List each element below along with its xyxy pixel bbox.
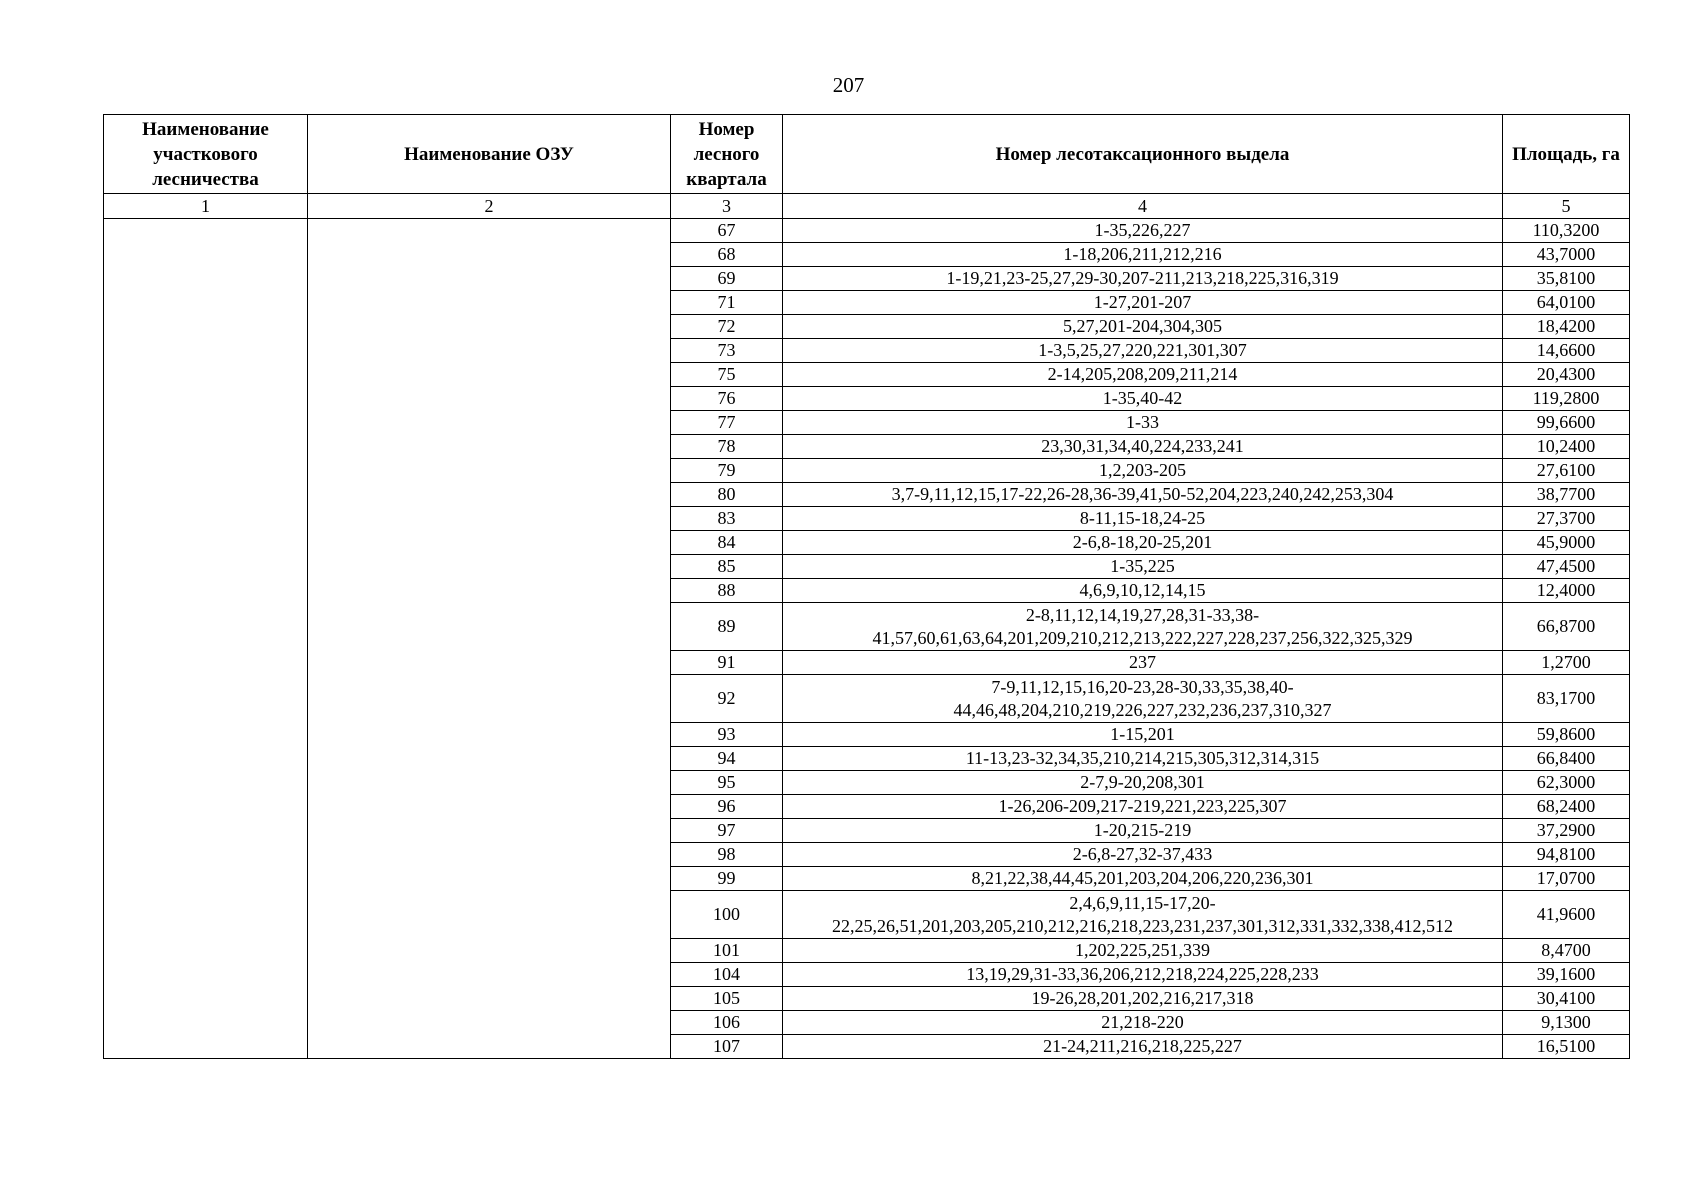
quarter-number-cell xyxy=(671,435,783,459)
quarter-number-cell xyxy=(671,843,783,867)
area-cell-text: 27,3700 xyxy=(1536,508,1596,528)
area-cell xyxy=(1503,531,1630,555)
area-cell xyxy=(1503,363,1630,387)
quarter-number-cell-text: 93 xyxy=(717,724,736,744)
area-cell xyxy=(1503,579,1630,603)
plot-numbers-cell-text: 1-35,225 xyxy=(1110,556,1175,576)
plot-numbers-cell xyxy=(783,747,1503,771)
plot-numbers-cell-text: 7-9,11,12,15,16,20-23,28-30,33,35,38,40- 44,46,48,204,210,219,226,227,232,236,237,310,327 xyxy=(953,676,1332,720)
quarter-number-cell xyxy=(671,555,783,579)
plot-numbers-cell xyxy=(783,219,1503,243)
quarter-number-cell-text: 85 xyxy=(717,556,736,576)
quarter-number-cell-text: 91 xyxy=(717,652,736,672)
area-cell-text: 119,2800 xyxy=(1532,388,1600,408)
plot-numbers-cell xyxy=(783,987,1503,1011)
area-cell-text: 17,0700 xyxy=(1536,868,1596,888)
plot-numbers-cell-text: 4,6,9,10,12,14,15 xyxy=(1079,580,1206,600)
plot-numbers-cell-text: 2-6,8-27,32-37,433 xyxy=(1072,844,1213,864)
plot-numbers-cell xyxy=(783,315,1503,339)
plot-numbers-cell xyxy=(783,411,1503,435)
plot-numbers-cell-text: 1-35,226,227 xyxy=(1094,220,1191,240)
plot-numbers-cell-text: 21,218-220 xyxy=(1101,1012,1184,1032)
quarter-number-cell-text: 98 xyxy=(717,844,736,864)
plot-numbers-cell-text: 23,30,31,34,40,224,233,241 xyxy=(1041,436,1244,456)
plot-numbers-cell-text: 19-26,28,201,202,216,217,318 xyxy=(1031,988,1254,1008)
quarter-number-cell-text: 84 xyxy=(717,532,736,552)
plot-numbers-cell xyxy=(783,1011,1503,1035)
quarter-number-cell-text: 75 xyxy=(717,364,736,384)
quarter-number-cell xyxy=(671,531,783,555)
plot-numbers-cell-text: 1-26,206-209,217-219,221,223,225,307 xyxy=(998,796,1287,816)
plot-numbers-cell-text: 8,21,22,38,44,45,201,203,204,206,220,236,301 xyxy=(971,868,1314,888)
ozu-name-cell xyxy=(308,219,671,1059)
plot-numbers-cell-text: 1-18,206,211,212,216 xyxy=(1063,244,1222,264)
plot-numbers-cell-text: 2-14,205,208,209,211,214 xyxy=(1047,364,1238,384)
quarter-number-cell-text: 101 xyxy=(713,940,740,960)
plot-numbers-cell xyxy=(783,243,1503,267)
area-cell-text: 68,2400 xyxy=(1536,796,1596,816)
plot-numbers-cell-text: 1-33 xyxy=(1126,412,1159,432)
quarter-number-cell-text: 92 xyxy=(717,688,736,708)
area-cell xyxy=(1503,891,1630,939)
plot-numbers-cell-text: 2-7,9-20,208,301 xyxy=(1080,772,1205,792)
plot-numbers-cell-text: 21-24,211,216,218,225,227 xyxy=(1043,1036,1242,1056)
quarter-number-cell-text: 99 xyxy=(717,868,736,888)
plot-numbers-cell xyxy=(783,603,1503,651)
area-cell-text: 64,0100 xyxy=(1536,292,1596,312)
quarter-number-cell-text: 68 xyxy=(717,244,736,264)
area-cell xyxy=(1503,387,1630,411)
quarter-number-cell xyxy=(671,339,783,363)
area-cell-text: 66,8700 xyxy=(1536,616,1596,636)
area-cell-text: 9,1300 xyxy=(1541,1012,1591,1032)
plot-numbers-cell xyxy=(783,531,1503,555)
header-forestry: Наименование участкового лесничества xyxy=(104,115,308,194)
quarter-number-cell-text: 79 xyxy=(717,460,736,480)
quarter-number-cell-text: 96 xyxy=(717,796,736,816)
quarter-number-cell xyxy=(671,459,783,483)
area-cell xyxy=(1503,315,1630,339)
plot-numbers-cell-text: 2-8,11,12,14,19,27,28,31-33,38- 41,57,60,61,63,64,201,209,210,212,213,222,227,228,237,256,322,325,329 xyxy=(872,604,1413,648)
area-cell-text: 12,4000 xyxy=(1536,580,1596,600)
area-cell xyxy=(1503,939,1630,963)
header-plots: Номер лесотаксационного выдела xyxy=(783,115,1503,194)
plot-numbers-cell xyxy=(783,867,1503,891)
area-cell-text: 1,2700 xyxy=(1541,652,1591,672)
header-area: Площадь, га xyxy=(1503,115,1630,194)
plot-numbers-cell xyxy=(783,795,1503,819)
area-cell xyxy=(1503,843,1630,867)
plot-numbers-cell-text: 1,202,225,251,339 xyxy=(1075,940,1210,960)
quarter-number-cell-text: 104 xyxy=(713,964,740,984)
quarter-number-cell xyxy=(671,795,783,819)
area-cell xyxy=(1503,1035,1630,1059)
table-row xyxy=(104,219,1630,243)
area-cell-text: 66,8400 xyxy=(1536,748,1596,768)
plot-numbers-cell xyxy=(783,579,1503,603)
quarter-number-cell-text: 69 xyxy=(717,268,736,288)
table-body xyxy=(104,219,1630,1059)
quarter-number-cell-text: 80 xyxy=(717,484,736,504)
area-cell xyxy=(1503,483,1630,507)
plot-numbers-cell xyxy=(783,651,1503,675)
quarter-number-cell-text: 94 xyxy=(717,748,736,768)
quarter-number-cell xyxy=(671,243,783,267)
area-cell xyxy=(1503,243,1630,267)
plot-numbers-cell-text: 237 xyxy=(1129,652,1156,672)
quarter-number-cell xyxy=(671,771,783,795)
area-cell xyxy=(1503,411,1630,435)
area-cell xyxy=(1503,987,1630,1011)
quarter-number-cell-text: 71 xyxy=(717,292,736,312)
plot-numbers-cell-text: 11-13,23-32,34,35,210,214,215,305,312,314,315 xyxy=(965,748,1320,768)
quarter-number-cell xyxy=(671,987,783,1011)
area-cell-text: 37,2900 xyxy=(1536,820,1596,840)
quarter-number-cell xyxy=(671,267,783,291)
column-number: 3 xyxy=(671,194,783,219)
plot-numbers-cell xyxy=(783,363,1503,387)
quarter-number-cell xyxy=(671,291,783,315)
plot-numbers-cell-text: 1,2,203-205 xyxy=(1099,460,1186,480)
quarter-number-cell-text: 76 xyxy=(717,388,736,408)
plot-numbers-cell xyxy=(783,1035,1503,1059)
area-cell-text: 39,1600 xyxy=(1536,964,1596,984)
area-cell xyxy=(1503,291,1630,315)
plot-numbers-cell xyxy=(783,819,1503,843)
area-cell-text: 10,2400 xyxy=(1536,436,1596,456)
quarter-number-cell xyxy=(671,747,783,771)
area-cell-text: 41,9600 xyxy=(1536,904,1596,924)
area-cell-text: 83,1700 xyxy=(1536,688,1596,708)
area-cell-text: 38,7700 xyxy=(1536,484,1596,504)
area-cell-text: 59,8600 xyxy=(1536,724,1596,744)
plot-numbers-cell-text: 3,7-9,11,12,15,17-22,26-28,36-39,41,50-52,204,223,240,242,253,304 xyxy=(891,484,1394,504)
area-cell xyxy=(1503,507,1630,531)
area-cell xyxy=(1503,651,1630,675)
plot-numbers-cell xyxy=(783,555,1503,579)
plot-numbers-cell xyxy=(783,387,1503,411)
quarter-number-cell-text: 107 xyxy=(713,1036,740,1056)
quarter-number-cell xyxy=(671,507,783,531)
area-cell-text: 45,9000 xyxy=(1536,532,1596,552)
area-cell-text: 18,4200 xyxy=(1536,316,1596,336)
plot-numbers-cell xyxy=(783,891,1503,939)
quarter-number-cell xyxy=(671,651,783,675)
quarter-number-cell-text: 73 xyxy=(717,340,736,360)
quarter-number-cell xyxy=(671,603,783,651)
plot-numbers-cell xyxy=(783,963,1503,987)
column-number: 4 xyxy=(783,194,1503,219)
area-cell-text: 94,8100 xyxy=(1536,844,1596,864)
area-cell xyxy=(1503,963,1630,987)
plot-numbers-cell xyxy=(783,291,1503,315)
area-cell xyxy=(1503,1011,1630,1035)
plot-numbers-cell xyxy=(783,267,1503,291)
plot-numbers-cell xyxy=(783,507,1503,531)
area-cell xyxy=(1503,219,1630,243)
area-cell xyxy=(1503,555,1630,579)
area-cell xyxy=(1503,867,1630,891)
quarter-number-cell xyxy=(671,891,783,939)
plot-numbers-cell-text: 13,19,29,31-33,36,206,212,218,224,225,228,233 xyxy=(966,964,1319,984)
area-cell-text: 16,5100 xyxy=(1536,1036,1596,1056)
column-number: 5 xyxy=(1503,194,1630,219)
quarter-number-cell-text: 100 xyxy=(713,904,740,924)
area-cell-text: 8,4700 xyxy=(1541,940,1591,960)
quarter-number-cell xyxy=(671,819,783,843)
quarter-number-cell xyxy=(671,363,783,387)
header-quarter: Номер лесного квартала xyxy=(671,115,783,194)
quarter-number-cell-text: 97 xyxy=(717,820,736,840)
area-cell-text: 110,3200 xyxy=(1532,220,1600,240)
column-number-row xyxy=(104,194,1630,219)
quarter-number-cell xyxy=(671,483,783,507)
quarter-number-cell-text: 88 xyxy=(717,580,736,600)
area-cell xyxy=(1503,435,1630,459)
plot-numbers-cell xyxy=(783,435,1503,459)
quarter-number-cell xyxy=(671,675,783,723)
plot-numbers-cell xyxy=(783,939,1503,963)
quarter-number-cell-text: 106 xyxy=(713,1012,740,1032)
plot-numbers-cell-text: 1-19,21,23-25,27,29-30,207-211,213,218,225,316,319 xyxy=(946,268,1339,288)
plot-numbers-cell-text: 1-35,40-42 xyxy=(1102,388,1183,408)
quarter-number-cell-text: 105 xyxy=(713,988,740,1008)
quarter-number-cell xyxy=(671,1011,783,1035)
area-cell-text: 35,8100 xyxy=(1536,268,1596,288)
area-cell-text: 20,4300 xyxy=(1536,364,1596,384)
quarter-number-cell xyxy=(671,579,783,603)
area-cell-text: 43,7000 xyxy=(1536,244,1596,264)
forest-plots-table xyxy=(103,114,1630,1059)
quarter-number-cell xyxy=(671,723,783,747)
plot-numbers-cell-text: 1-15,201 xyxy=(1110,724,1175,744)
area-cell xyxy=(1503,459,1630,483)
quarter-number-cell-text: 78 xyxy=(717,436,736,456)
plot-numbers-cell xyxy=(783,459,1503,483)
quarter-number-cell xyxy=(671,219,783,243)
area-cell xyxy=(1503,747,1630,771)
header-ozu: Наименование ОЗУ xyxy=(308,115,671,194)
area-cell xyxy=(1503,795,1630,819)
quarter-number-cell xyxy=(671,867,783,891)
quarter-number-cell-text: 72 xyxy=(717,316,736,336)
quarter-number-cell xyxy=(671,1035,783,1059)
plot-numbers-cell-text: 5,27,201-204,304,305 xyxy=(1063,316,1222,336)
quarter-number-cell-text: 67 xyxy=(717,220,736,240)
area-cell-text: 27,6100 xyxy=(1536,460,1596,480)
area-cell xyxy=(1503,339,1630,363)
area-cell xyxy=(1503,723,1630,747)
plot-numbers-cell xyxy=(783,771,1503,795)
area-cell xyxy=(1503,819,1630,843)
quarter-number-cell-text: 95 xyxy=(717,772,736,792)
plot-numbers-cell xyxy=(783,723,1503,747)
quarter-number-cell-text: 83 xyxy=(717,508,736,528)
plot-numbers-cell xyxy=(783,675,1503,723)
plot-numbers-cell xyxy=(783,843,1503,867)
area-cell-text: 62,3000 xyxy=(1536,772,1596,792)
quarter-number-cell xyxy=(671,387,783,411)
area-cell xyxy=(1503,675,1630,723)
quarter-number-cell-text: 89 xyxy=(717,616,736,636)
plot-numbers-cell-text: 2,4,6,9,11,15-17,20- 22,25,26,51,201,203,205,210,212,216,218,223,231,237,301,312,331,332,338,412,512 xyxy=(832,892,1453,936)
plot-numbers-cell xyxy=(783,483,1503,507)
quarter-number-cell xyxy=(671,315,783,339)
area-cell-text: 14,6600 xyxy=(1536,340,1596,360)
area-cell-text: 99,6600 xyxy=(1536,412,1596,432)
area-cell-text: 47,4500 xyxy=(1536,556,1596,576)
page-number: 207 xyxy=(832,73,865,97)
area-cell xyxy=(1503,771,1630,795)
header-row xyxy=(104,115,1630,194)
column-number: 1 xyxy=(104,194,308,219)
plot-numbers-cell-text: 1-20,215-219 xyxy=(1093,820,1192,840)
quarter-number-cell xyxy=(671,963,783,987)
area-cell xyxy=(1503,603,1630,651)
plot-numbers-cell-text: 2-6,8-18,20-25,201 xyxy=(1072,532,1213,552)
area-cell xyxy=(1503,267,1630,291)
column-number: 2 xyxy=(308,194,671,219)
plot-numbers-cell xyxy=(783,339,1503,363)
quarter-number-cell xyxy=(671,939,783,963)
plot-numbers-cell-text: 1-3,5,25,27,220,221,301,307 xyxy=(1038,340,1247,360)
quarter-number-cell xyxy=(671,411,783,435)
area-cell-text: 30,4100 xyxy=(1536,988,1596,1008)
quarter-number-cell-text: 77 xyxy=(717,412,736,432)
plot-numbers-cell-text: 1-27,201-207 xyxy=(1093,292,1192,312)
forestry-name-cell xyxy=(104,219,308,1059)
plot-numbers-cell-text: 8-11,15-18,24-25 xyxy=(1079,508,1206,528)
